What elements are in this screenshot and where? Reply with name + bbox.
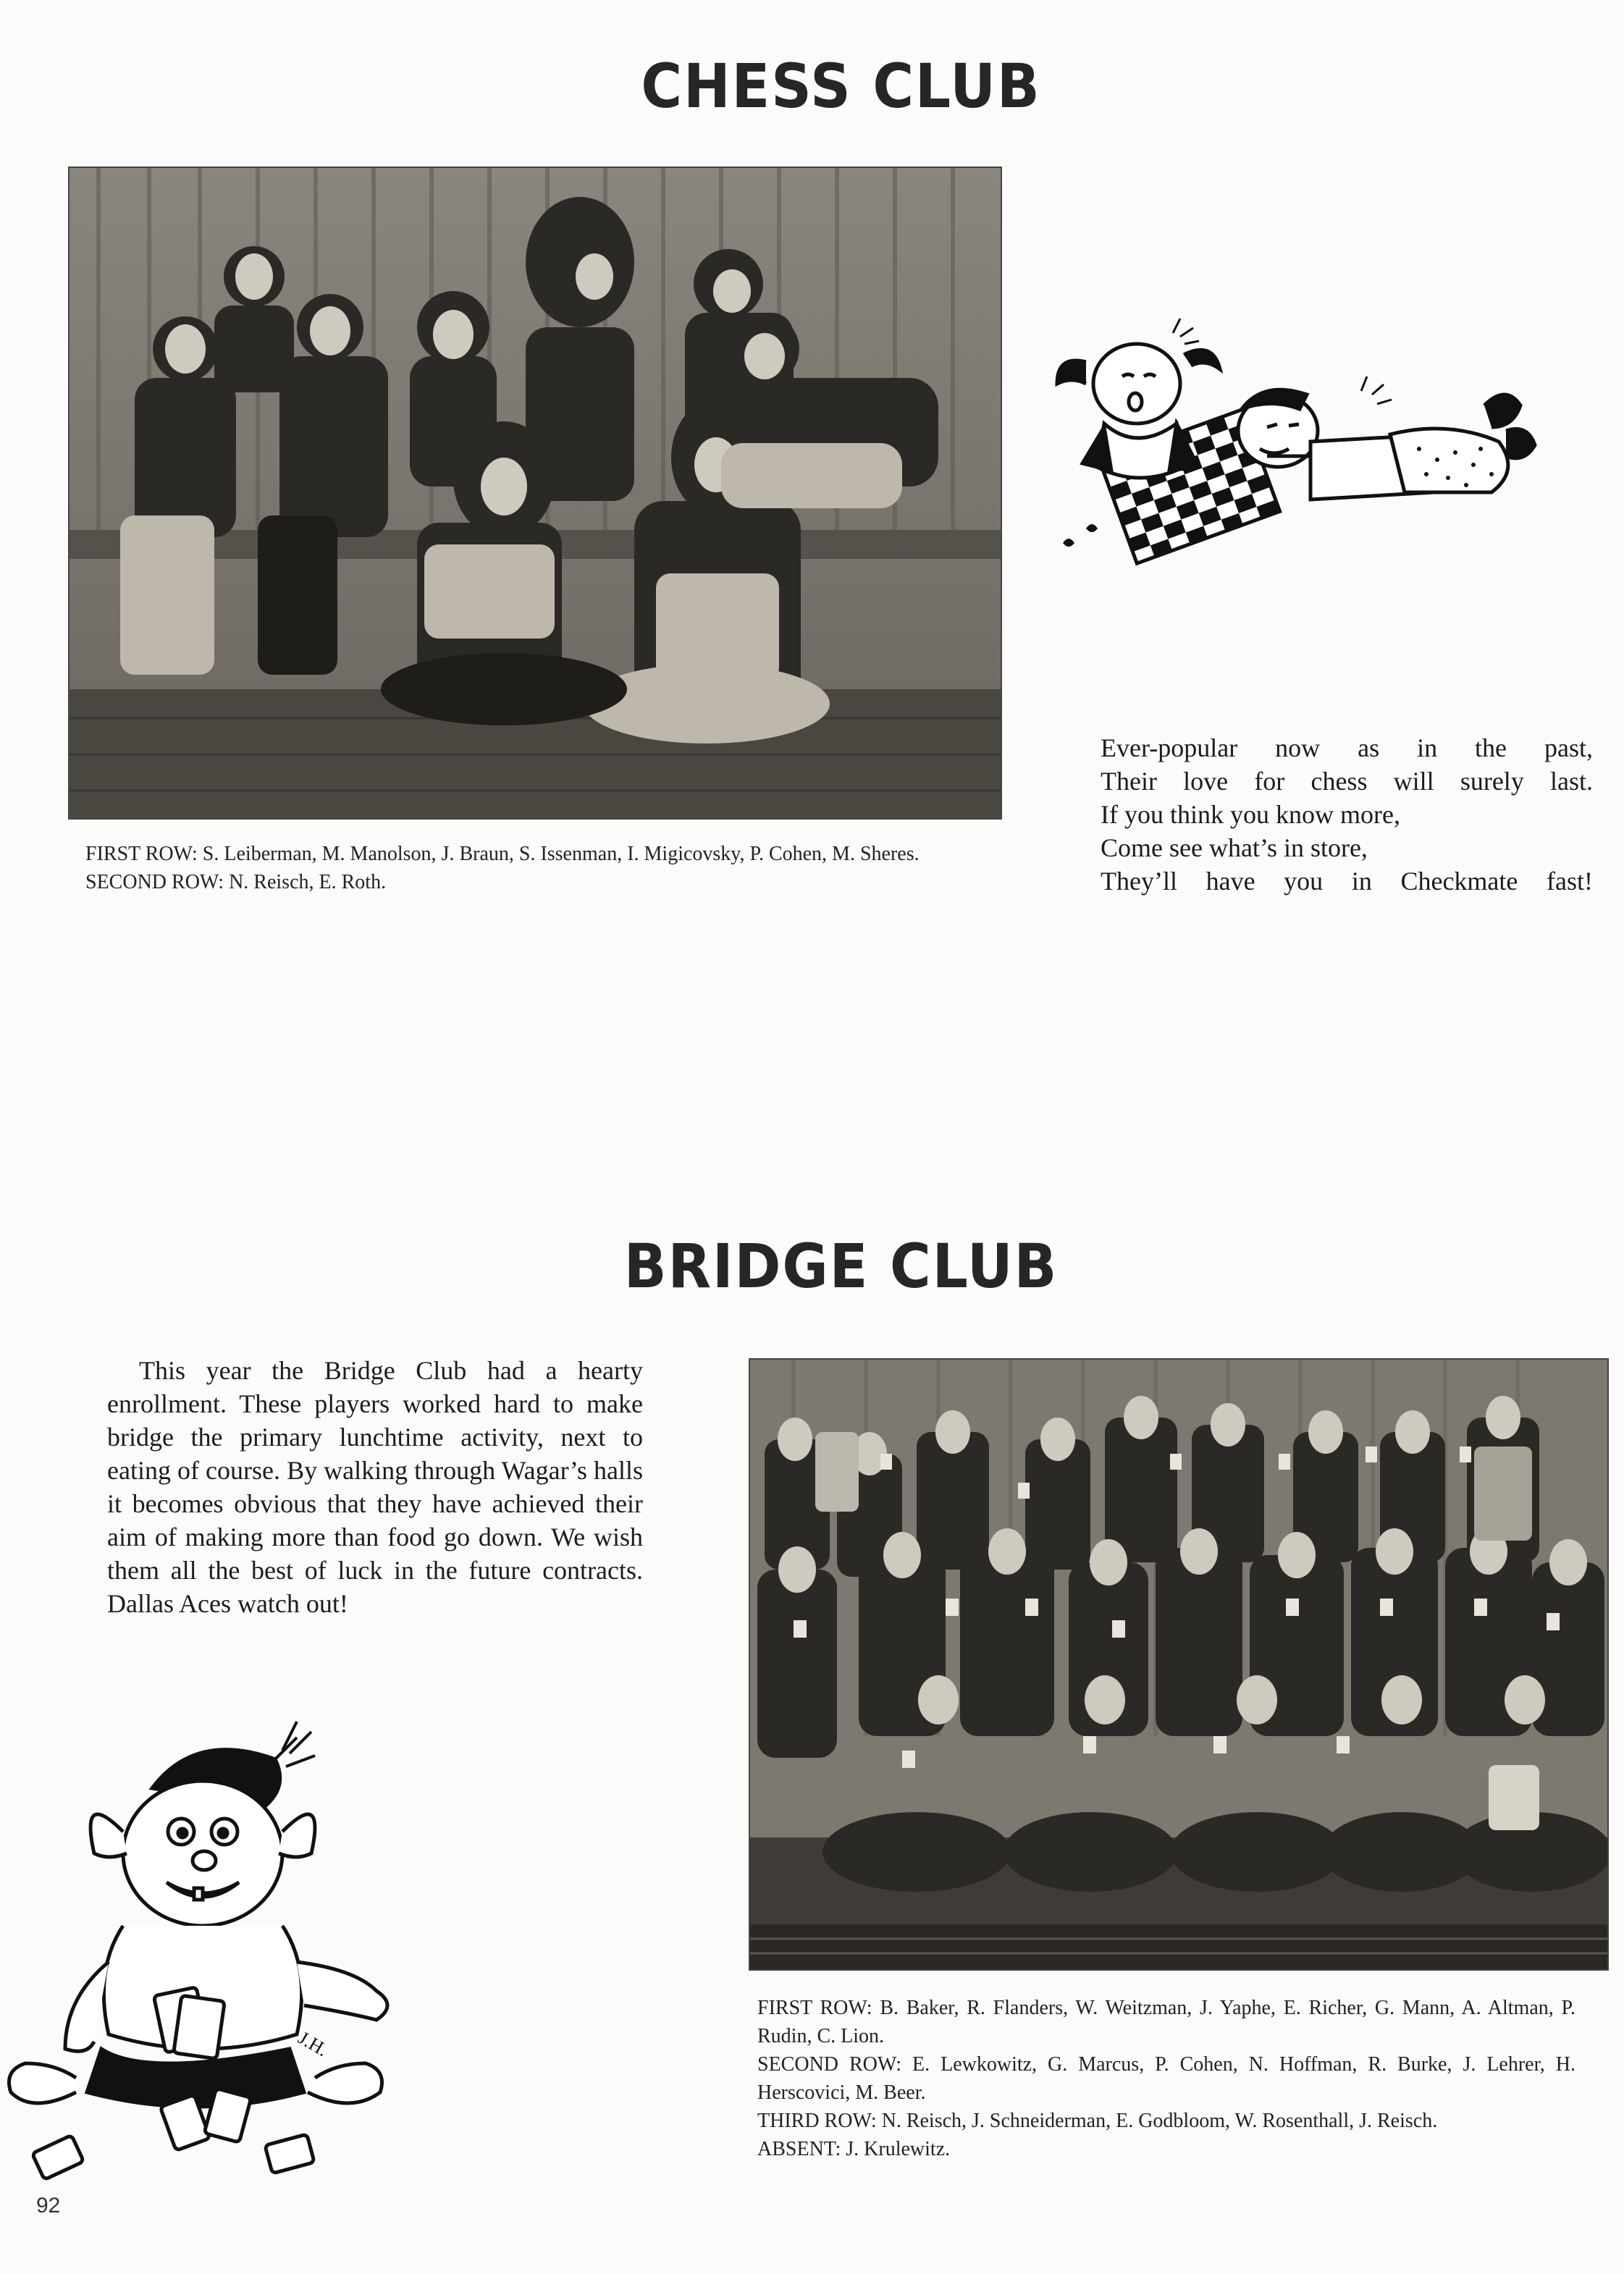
poem-line-3: If you think you know more, (1101, 800, 1400, 829)
chess-caption-first-row: FIRST ROW: S. Leiberman, M. Manolson, J. Braun, S. Issenman, I. Migicovsky, P. Cohen, M. Sheres. (85, 843, 920, 865)
bridge-photo-image (750, 1360, 1607, 1969)
poem-line-4: Come see what’s in store, (1101, 833, 1368, 862)
bridge-photo-caption (757, 1994, 1575, 2163)
bridge-caption-absent: ABSENT: J. Krulewitz. (757, 2138, 951, 2160)
bridge-caption-third-row: THIRD ROW: N. Reisch, J. Schneiderman, E. Godbloom, W. Rosenthall, J. Reisch. (757, 2110, 1438, 2132)
bridge-caption-second-row: SECOND ROW: E. Lewkowitz, G. Marcus, P. Cohen, N. Hoffman, R. Burke, J. Lehrer, H. Herscovici, M. Beer. (757, 2053, 1575, 2104)
bridge-cartoon-illustration (0, 1687, 449, 2194)
poem-line-5: They’ll have you in Checkmate fast! (1101, 867, 1593, 896)
chess-club-group-photo (68, 167, 1002, 820)
chess-club-title: CHESS CLUB (641, 51, 1041, 122)
chess-photo-caption (85, 840, 998, 896)
bridge-caption-first-row: FIRST ROW: B. Baker, R. Flanders, W. Weitzman, J. Yaphe, E. Richer, G. Mann, A. Altman, P. Rudin, C. Lion. (757, 1997, 1575, 2047)
cartoon-signature: J.H. (295, 2027, 332, 2061)
chess-club-poem (1101, 731, 1593, 898)
page-number: 92 (36, 2194, 61, 2218)
chess-cartoon-illustration (1043, 304, 1564, 652)
bridge-club-title: BRIDGE CLUB (623, 1231, 1059, 1302)
chess-photo-image (70, 168, 1001, 818)
chess-caption-second-row: SECOND ROW: N. Reisch, E. Roth. (85, 871, 387, 893)
bridge-club-description: This year the Bridge Club had a hearty enrollment. These players worked hard to make bridge the primary lunchtime activity, next to eating of course. By walking through Wagar’s halls it becomes obvious that they have achieved their aim of making more than food go down. We wish them all the best of luck in the future contracts. Dallas Aces watch out! (107, 1356, 643, 1618)
poem-line-2: Their love for chess will surely last. (1101, 767, 1593, 796)
poem-line-1: Ever-popular now as in the past, (1101, 733, 1593, 762)
chess-player-right-figure (1238, 376, 1535, 500)
bridge-club-group-photo (749, 1358, 1609, 1971)
